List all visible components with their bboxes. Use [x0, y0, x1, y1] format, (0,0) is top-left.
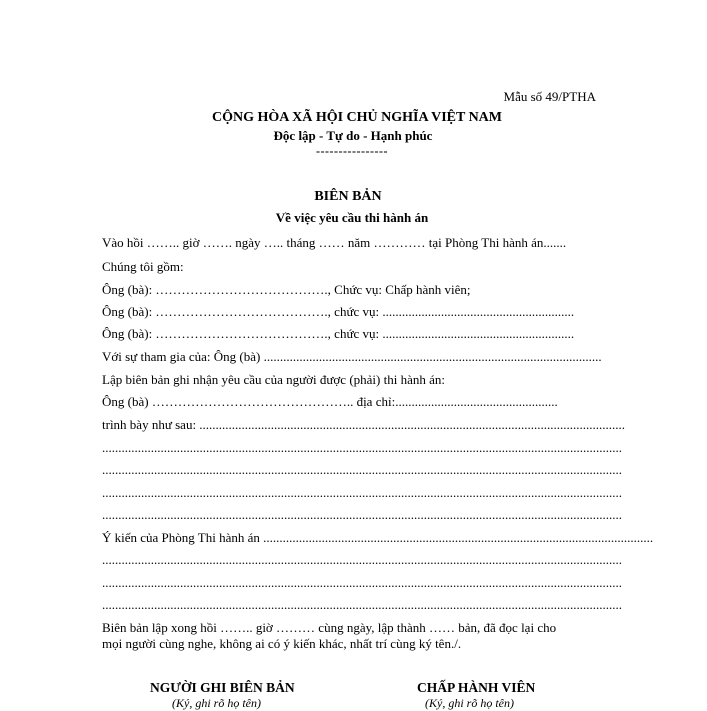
time-place-line: Vào hồi …….. giờ ……. ngày ….. tháng …… năm ………… tại Phòng Thi hành án....... — [102, 235, 567, 250]
national-title: CỘNG HÒA XÃ HỘI CHỦ NGHĨA VIỆT NAM — [211, 110, 502, 125]
blank-line: ................................................................................................................................................................ — [102, 507, 622, 522]
blank-line: ................................................................................................................................................................ — [102, 597, 622, 612]
header-separator: ---------------- — [316, 144, 388, 158]
recorder-signature-note: (Ký, ghi rõ họ tên) — [172, 696, 261, 710]
enforcer-signature-note: (Ký, ghi rõ họ tên) — [425, 696, 514, 710]
document-subtitle: Về việc yêu cầu thi hành án — [275, 210, 429, 225]
blank-line: ................................................................................................................................................................ — [102, 462, 622, 477]
person-address-line: Ông (bà) ……………………………………….. địa chỉ:.................................................. — [102, 394, 558, 409]
attendee-line-1: Ông (bà): …………………………………., Chức vụ: Chấp hành viên; — [102, 282, 471, 297]
document-title: BIÊN BẢN — [314, 189, 382, 204]
recorder-signature-title: NGƯỜI GHI BIÊN BẢN — [150, 680, 295, 695]
blank-line: ................................................................................................................................................................ — [102, 485, 622, 500]
attendee-line-3: Ông (bà): …………………………………., chức vụ: ........................................................... — [102, 326, 575, 341]
national-motto: Độc lập - Tự do - Hạnh phúc — [273, 128, 433, 143]
blank-line: ................................................................................................................................................................ — [102, 440, 622, 455]
closing-line-1: Biên bản lập xong hồi …….. giờ ……… cùng ngày, lập thành …… bản, đã đọc lại cho — [102, 620, 557, 635]
participation-line: Với sự tham gia của: Ông (bà) ........................................................................................................ — [102, 349, 602, 364]
blank-line: ................................................................................................................................................................ — [102, 552, 622, 567]
attendees-label: Chúng tôi gồm: — [102, 259, 184, 274]
form-code: Mẫu số 49/PTHA — [503, 89, 596, 104]
closing-line-2: mọi người cùng nghe, không ai có ý kiến khác, nhất trí cùng ký tên./. — [102, 636, 462, 651]
record-intro: Lập biên bản ghi nhận yêu cầu của người được (phải) thi hành án: — [102, 372, 445, 387]
opinion-line: Ý kiến của Phòng Thi hành án ........................................................................................................................ — [102, 530, 654, 545]
enforcer-signature-title: CHẤP HÀNH VIÊN — [417, 680, 536, 695]
presentation-line: trình bày như sau: ................................................................................................................................... — [102, 417, 626, 432]
attendee-line-2: Ông (bà): …………………………………., chức vụ: ........................................................... — [102, 304, 575, 319]
blank-line: ................................................................................................................................................................ — [102, 575, 622, 590]
